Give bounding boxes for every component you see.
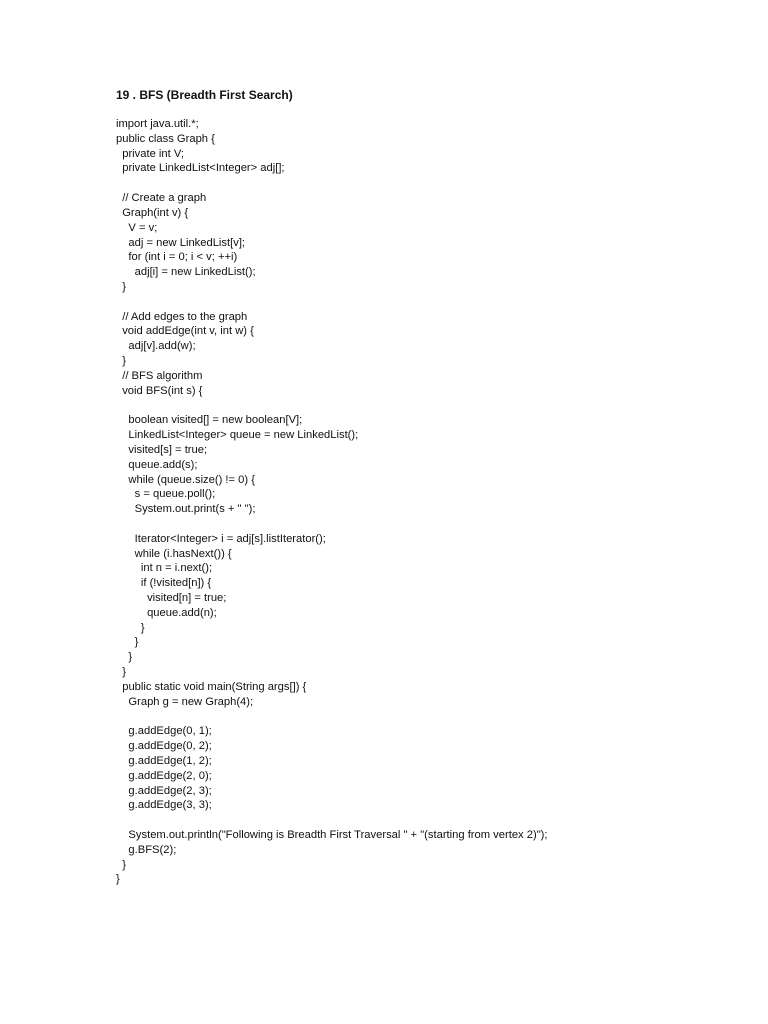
code-line: g.addEdge(3, 3); [116, 799, 212, 812]
code-line: visited[s] = true; [116, 443, 208, 456]
code-line [116, 295, 548, 310]
code-line: } [116, 355, 126, 367]
code-line: s = queue.poll(); [116, 488, 216, 501]
code-line: public class Graph { [116, 132, 215, 145]
code-line: Graph g = new Graph(4); [116, 695, 254, 708]
code-line [116, 813, 548, 828]
document-title: 19 . BFS (Breadth First Search) [116, 88, 293, 102]
code-line: private LinkedList<Integer> adj[]; [116, 162, 285, 175]
code-line [116, 710, 548, 725]
code-line: } [116, 651, 133, 664]
code-line: } [116, 621, 145, 634]
code-line: Iterator<Integer> i = adj[s].listIterator(); [116, 532, 326, 545]
code-line: int n = i.next(); [116, 562, 213, 575]
code-line: if (!visited[n]) { [116, 577, 212, 590]
code-line: private int V; [116, 147, 184, 160]
code-line: Graph(int v) { [116, 206, 189, 219]
code-line: // Create a graph [116, 192, 207, 205]
code-line: void addEdge(int v, int w) { [116, 325, 254, 338]
code-line: adj = new LinkedList[v]; [116, 236, 246, 249]
code-line: queue.add(s); [116, 458, 198, 471]
code-line: while (queue.size() != 0) { [116, 473, 255, 486]
code-line: g.addEdge(2, 0); [116, 769, 212, 782]
code-line: // Add edges to the graph [116, 310, 248, 323]
code-line: g.BFS(2); [116, 843, 177, 856]
code-line: } [116, 666, 126, 679]
code-line: while (i.hasNext()) { [116, 547, 232, 560]
code-line: } [116, 858, 126, 871]
code-line: adj[v].add(w); [116, 340, 196, 353]
code-line: public static void main(String args[]) { [116, 680, 307, 693]
code-line: adj[i] = new LinkedList(); [116, 266, 256, 279]
code-line: // BFS algorithm [116, 369, 203, 382]
code-line: void BFS(int s) { [116, 384, 203, 397]
code-line: V = v; [116, 221, 158, 234]
code-line: queue.add(n); [116, 606, 217, 619]
code-line: System.out.print(s + " "); [116, 503, 256, 516]
code-line [116, 398, 548, 413]
code-line: } [116, 280, 126, 293]
code-line: import java.util.*; [116, 118, 199, 130]
code-line: } [116, 636, 139, 649]
code-line: System.out.println("Following is Breadth First Traversal " + "(starting from vertex 2)"); [116, 829, 548, 841]
code-line [116, 517, 548, 532]
code-block [116, 117, 548, 887]
code-line: for (int i = 0; i < v; ++i) [116, 251, 238, 264]
code-line [116, 176, 548, 191]
code-line: LinkedList<Integer> queue = new LinkedList(); [116, 429, 359, 442]
code-line: g.addEdge(0, 2); [116, 740, 212, 753]
code-line: boolean visited[] = new boolean[V]; [116, 414, 303, 427]
code-line: visited[n] = true; [116, 592, 227, 604]
code-line: } [116, 873, 120, 886]
code-line: g.addEdge(1, 2); [116, 754, 212, 767]
code-line: g.addEdge(2, 3); [116, 784, 212, 797]
code-line: g.addEdge(0, 1); [116, 725, 212, 738]
